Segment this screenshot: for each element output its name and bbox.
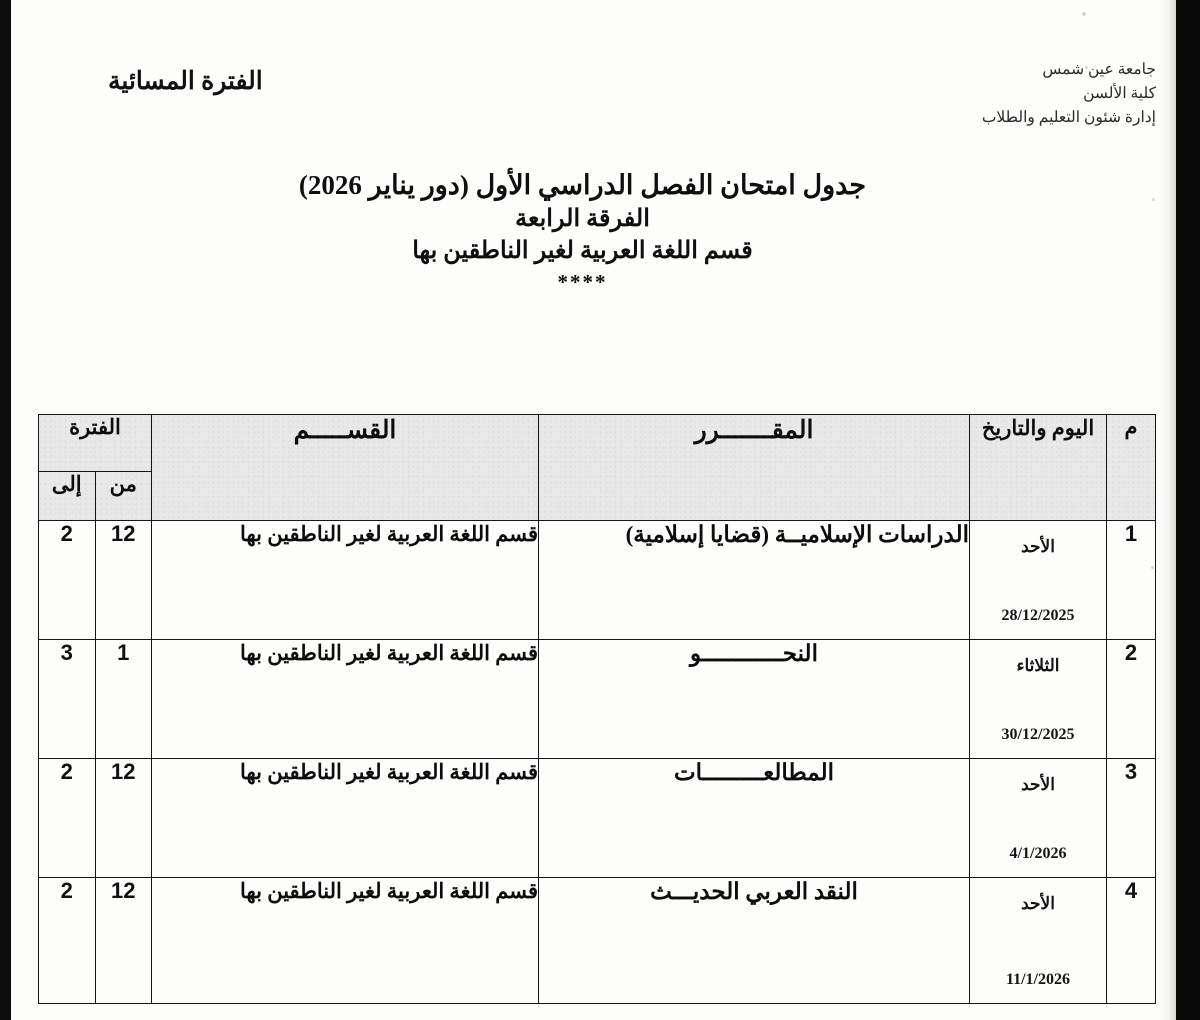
table-row [39,521,1156,640]
table-row [39,759,1156,878]
cell-to: 2 [39,521,96,640]
cell-course: النقد العربي الحديـــث [539,878,970,1004]
institution-line-faculty: كلية الألسن [1083,85,1156,103]
schedule-table [38,414,1156,1004]
cell-course: الدراسات الإسلاميــة (قضايا إسلامية) [539,521,970,640]
cell-from: 12 [95,521,152,640]
column-header-course: المقـــــــرر [539,415,970,521]
cell-date: 28/12/2025 [1001,607,1075,624]
cell-number: 3 [1107,759,1156,878]
cell-course: النحــــــــــــو [539,640,970,759]
cell-date: 4/1/2026 [1009,845,1067,862]
column-header-from: من [95,472,152,521]
institution-line-university: جامعة عين شمس [1042,61,1156,78]
title-separator-stars: **** [557,270,608,295]
cell-department: قسم اللغة العربية لغير الناطقين بها [152,759,539,878]
table-row [39,878,1156,1004]
scan-edge-left [0,0,11,1020]
cell-day: الأحد [1021,537,1055,556]
cell-number: 1 [1107,521,1156,640]
cell-day-date [970,878,1107,1004]
cell-department: قسم اللغة العربية لغير الناطقين بها [152,640,539,759]
cell-from: 12 [95,878,152,1004]
cell-number: 2 [1107,640,1156,759]
cell-day-date [970,640,1107,759]
cell-to: 2 [39,759,96,878]
cell-course: المطالعـــــــــات [539,759,970,878]
cell-to: 3 [39,640,96,759]
cell-day-date [970,759,1107,878]
schedule-table-wrapper [38,414,1156,1004]
header-row-primary [39,415,1156,472]
cell-to: 2 [39,878,96,1004]
cell-department: قسم اللغة العربية لغير الناطقين بها [152,878,539,1004]
cell-day: الأحد [1021,894,1055,913]
cell-day: الأحد [1021,775,1055,794]
table-head [39,415,1156,521]
column-header-number: م [1107,415,1156,521]
cell-number: 4 [1107,878,1156,1004]
cell-from: 1 [95,640,152,759]
title-block [0,168,1165,299]
table-row [39,640,1156,759]
period-label: الفترة المسائية [108,68,263,95]
column-header-period: الفترة [39,415,152,472]
cell-day-date [970,521,1107,640]
scan-speck [1082,12,1086,16]
column-header-to: إلى [39,472,96,521]
table-body [39,521,1156,1004]
scan-edge-right [1176,0,1200,1020]
title-department: قسم اللغة العربية لغير الناطقين بها [412,237,753,264]
page-title: جدول امتحان الفصل الدراسي الأول (دور يناير 2026) [298,170,867,200]
column-header-day-date: اليوم والتاريخ [970,415,1107,521]
cell-date: 11/1/2026 [1005,971,1070,988]
title-year-group: الفرقة الرابعة [515,205,650,232]
cell-date: 30/12/2025 [1001,726,1075,743]
cell-day: الثلاثاء [1016,656,1060,675]
institution-line-department: إدارة شئون التعليم والطلاب [981,109,1156,127]
institution-header [856,58,1156,130]
cell-department: قسم اللغة العربية لغير الناطقين بها [152,521,539,640]
cell-from: 12 [95,759,152,878]
paper-edge-right [1160,0,1176,1020]
column-header-department: القســـــم [152,415,539,521]
